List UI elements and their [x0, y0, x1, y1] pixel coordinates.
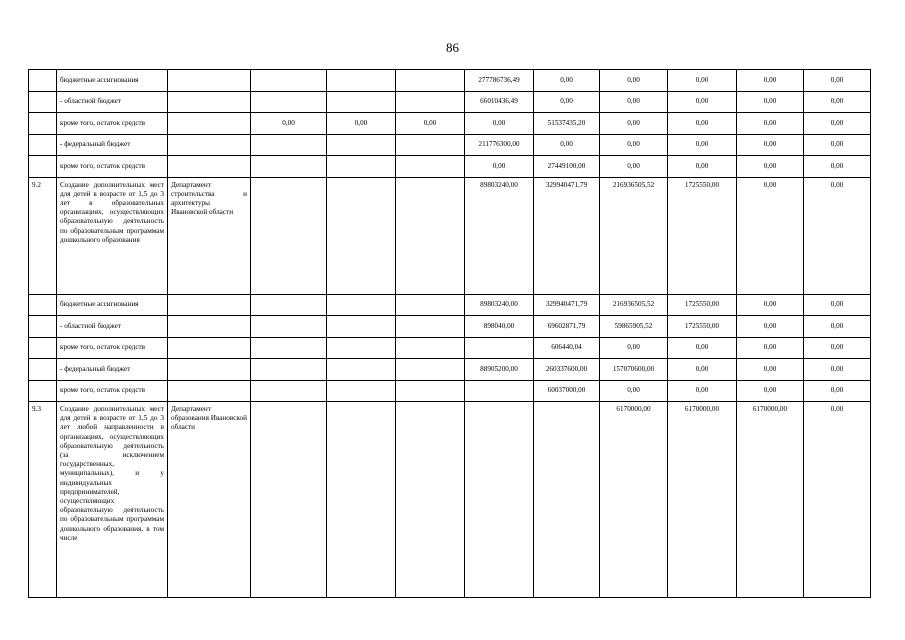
col-7-value: 1725550,00 [668, 316, 737, 338]
row-name: - федеральный бюджет [57, 134, 168, 156]
row-index [29, 294, 57, 316]
col-4-value: 898040,00 [465, 316, 534, 338]
col-8-value: 0,00 [737, 316, 804, 338]
col-1-value [251, 337, 327, 359]
col-7-value: 1725550,00 [668, 294, 737, 316]
col-5-value [534, 402, 600, 598]
row-name: Создание дополнительных мест для детей в возрасте от 1,5 до 3 лет любой направленности в организациях, осуществляющих образовательную деятельность (за исключением государственных, муниципальных), и у индивидуальных предпринимателей, осуществляющих образовательную деятельность по образовательным программам дошкольного образования, в том числе [57, 402, 168, 598]
col-3-value [396, 402, 465, 598]
col-5-value: 329940471,79 [534, 177, 600, 294]
row-name: кроме того, остаток средств [57, 380, 168, 402]
col-9-value: 0,00 [804, 70, 871, 92]
col-3-value [396, 380, 465, 402]
col-4-value: 89803240,00 [465, 177, 534, 294]
table-row [29, 177, 871, 294]
row-executor [168, 380, 251, 402]
row-index: 9.3 [29, 402, 57, 598]
col-9-value: 0,00 [804, 402, 871, 598]
col-9-value: 0,00 [804, 177, 871, 294]
col-9-value: 0,00 [804, 380, 871, 402]
col-5-value: 0,00 [534, 70, 600, 92]
col-5-value: 51537435,20 [534, 113, 600, 135]
table-row [29, 380, 871, 402]
col-4-value: 277786736,49 [465, 70, 534, 92]
row-executor [168, 156, 251, 178]
row-executor [168, 113, 251, 135]
col-7-value: 0,00 [668, 156, 737, 178]
col-1-value [251, 402, 327, 598]
col-7-value: 0,00 [668, 359, 737, 381]
table-row [29, 337, 871, 359]
col-6-value: 0,00 [600, 91, 668, 113]
table-row [29, 156, 871, 178]
row-index [29, 134, 57, 156]
col-3-value [396, 294, 465, 316]
table-row [29, 402, 871, 598]
col-9-value: 0,00 [804, 316, 871, 338]
col-1-value [251, 91, 327, 113]
col-2-value [327, 91, 396, 113]
col-4-value: 211776300,00 [465, 134, 534, 156]
col-8-value: 0,00 [737, 380, 804, 402]
col-8-value: 0,00 [737, 177, 804, 294]
table-row [29, 113, 871, 135]
col-7-value: 0,00 [668, 380, 737, 402]
col-5-value: 69602871,79 [534, 316, 600, 338]
col-3-value [396, 91, 465, 113]
col-7-value: 0,00 [668, 134, 737, 156]
col-1-value [251, 70, 327, 92]
col-9-value: 0,00 [804, 113, 871, 135]
col-5-value: 606440,04 [534, 337, 600, 359]
col-3-value [396, 316, 465, 338]
row-name: бюджетные ассигнования [57, 70, 168, 92]
col-7-value: 6170000,00 [668, 402, 737, 598]
row-index [29, 316, 57, 338]
col-8-value: 6170000,00 [737, 402, 804, 598]
row-name: бюджетные ассигнования [57, 294, 168, 316]
col-7-value: 1725550,00 [668, 177, 737, 294]
col-9-value: 0,00 [804, 359, 871, 381]
col-3-value [396, 134, 465, 156]
col-6-value: 0,00 [600, 380, 668, 402]
col-2-value [327, 402, 396, 598]
row-index [29, 113, 57, 135]
col-8-value: 0,00 [737, 113, 804, 135]
col-6-value: 0,00 [600, 156, 668, 178]
col-4-value [465, 402, 534, 598]
col-9-value: 0,00 [804, 156, 871, 178]
col-4-value [465, 337, 534, 359]
col-7-value: 0,00 [668, 337, 737, 359]
col-1-value [251, 359, 327, 381]
col-8-value: 0,00 [737, 91, 804, 113]
col-2-value [327, 316, 396, 338]
col-3-value: 0,00 [396, 113, 465, 135]
col-9-value: 0,00 [804, 91, 871, 113]
col-8-value: 0,00 [737, 294, 804, 316]
col-4-value: 89803240,00 [465, 294, 534, 316]
col-8-value: 0,00 [737, 359, 804, 381]
row-index [29, 359, 57, 381]
col-8-value: 0,00 [737, 134, 804, 156]
row-executor [168, 316, 251, 338]
col-6-value: 157070600,00 [600, 359, 668, 381]
row-executor [168, 134, 251, 156]
col-5-value: 60037000,00 [534, 380, 600, 402]
col-6-value: 0,00 [600, 70, 668, 92]
col-2-value [327, 177, 396, 294]
col-8-value: 0,00 [737, 70, 804, 92]
row-index [29, 156, 57, 178]
table-row [29, 316, 871, 338]
col-9-value: 0,00 [804, 134, 871, 156]
col-6-value: 216936505,52 [600, 294, 668, 316]
col-9-value: 0,00 [804, 337, 871, 359]
table-row [29, 359, 871, 381]
col-8-value: 0,00 [737, 156, 804, 178]
col-5-value: 0,00 [534, 91, 600, 113]
row-executor: Департамент образования Ивановской области [168, 402, 251, 598]
budget-table [28, 69, 871, 598]
row-name: - областной бюджет [57, 91, 168, 113]
row-name: - областной бюджет [57, 316, 168, 338]
col-5-value: 27449100,00 [534, 156, 600, 178]
col-3-value [396, 177, 465, 294]
col-7-value: 0,00 [668, 70, 737, 92]
col-5-value: 329940471,79 [534, 294, 600, 316]
col-2-value [327, 380, 396, 402]
row-index [29, 380, 57, 402]
col-2-value [327, 156, 396, 178]
col-3-value [396, 156, 465, 178]
row-executor [168, 91, 251, 113]
col-4-value [465, 380, 534, 402]
col-6-value: 0,00 [600, 337, 668, 359]
col-2-value: 0,00 [327, 113, 396, 135]
row-executor: Департамент строительства и архитектуры Ивановской области [168, 177, 251, 294]
col-6-value: 6170000,00 [600, 402, 668, 598]
table-row [29, 91, 871, 113]
col-3-value [396, 337, 465, 359]
col-7-value: 0,00 [668, 91, 737, 113]
col-6-value: 59865905,52 [600, 316, 668, 338]
col-2-value [327, 337, 396, 359]
col-1-value [251, 294, 327, 316]
col-1-value [251, 177, 327, 294]
col-1-value [251, 134, 327, 156]
col-6-value: 0,00 [600, 134, 668, 156]
row-name: кроме того, остаток средств [57, 113, 168, 135]
col-5-value: 260337600,00 [534, 359, 600, 381]
col-2-value [327, 134, 396, 156]
col-2-value [327, 70, 396, 92]
col-8-value: 0,00 [737, 337, 804, 359]
col-3-value [396, 70, 465, 92]
table-row [29, 294, 871, 316]
row-index [29, 70, 57, 92]
col-5-value: 0,00 [534, 134, 600, 156]
col-2-value [327, 294, 396, 316]
row-executor [168, 70, 251, 92]
col-1-value: 0,00 [251, 113, 327, 135]
row-executor [168, 359, 251, 381]
col-1-value [251, 156, 327, 178]
table-row [29, 70, 871, 92]
row-index: 9.2 [29, 177, 57, 294]
col-7-value: 0,00 [668, 113, 737, 135]
col-3-value [396, 359, 465, 381]
row-executor [168, 337, 251, 359]
col-4-value: 66010436,49 [465, 91, 534, 113]
col-6-value: 0,00 [600, 113, 668, 135]
row-index [29, 91, 57, 113]
col-1-value [251, 380, 327, 402]
col-2-value [327, 359, 396, 381]
row-name: кроме того, остаток средств [57, 156, 168, 178]
row-name: кроме того, остаток средств [57, 337, 168, 359]
col-9-value: 0,00 [804, 294, 871, 316]
col-1-value [251, 316, 327, 338]
table-body [29, 70, 871, 598]
col-4-value: 88905200,00 [465, 359, 534, 381]
col-4-value: 0,00 [465, 156, 534, 178]
page-number: 86 [446, 40, 459, 55]
row-name: Создание дополнительных мест для детей в возрасте от 1,5 до 3 лет в образовательных организациях, осуществляющих образовательную деятельность по образовательным программам дошкольного образования [57, 177, 168, 294]
col-4-value: 0,00 [465, 113, 534, 135]
row-name: - федеральный бюджет [57, 359, 168, 381]
col-6-value: 216936505,52 [600, 177, 668, 294]
row-index [29, 337, 57, 359]
table-row [29, 134, 871, 156]
row-executor [168, 294, 251, 316]
